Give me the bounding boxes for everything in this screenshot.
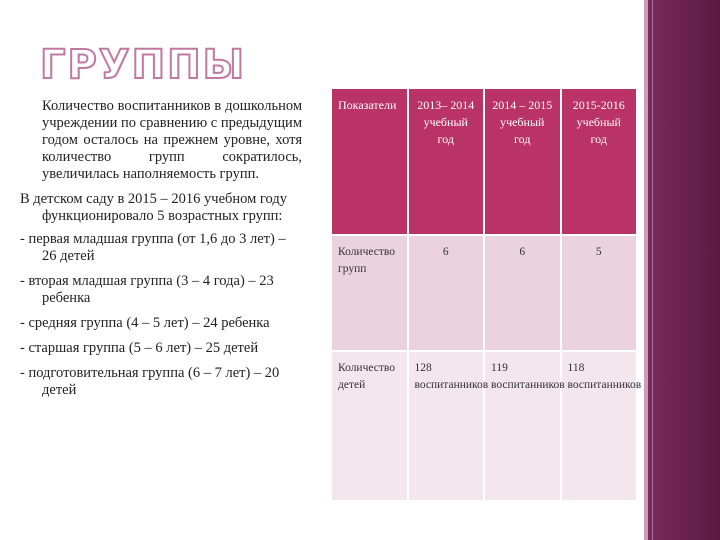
header-cell: Показатели (332, 89, 407, 234)
table-row (332, 236, 636, 350)
table-cell: 5 (562, 236, 637, 350)
table-cell: 6 (409, 236, 484, 350)
table-cell: 118 воспитанников (562, 352, 637, 500)
list-item: - первая младшая группа (от 1,6 до 3 лет) – 26 детей (20, 231, 286, 264)
header-cell: 2013– 2014 учебный год (409, 89, 484, 234)
header-cell: 2014 – 2015 учебный год (485, 89, 560, 234)
decorative-side-band (644, 0, 720, 540)
statistics-table-panel (330, 87, 642, 502)
table-cell: 119 воспитанников (485, 352, 560, 500)
list-item: - средняя группа (4 – 5 лет) – 24 ребенка (20, 315, 270, 331)
table-cell: 128 воспитанников (409, 352, 484, 500)
list-item: - старшая группа (5 – 6 лет) – 25 детей (20, 340, 259, 356)
table-row (332, 352, 636, 500)
row-label: Количество групп (332, 236, 407, 350)
text-column (20, 98, 302, 399)
header-cell: 2015-2016 учебный год (562, 89, 637, 234)
slide-title: ГРУППЫ (40, 42, 247, 88)
row-label: Количество детей (332, 352, 407, 500)
table-header-row (332, 89, 636, 234)
statistics-table (330, 87, 642, 502)
table-cell: 6 (485, 236, 560, 350)
list-item: - вторая младшая группа (3 – 4 года) – 23 ребенка (20, 273, 274, 306)
groups-paragraph: В детском саду в 2015 – 2016 учебном году функционировало 5 возрастных групп: (20, 191, 287, 224)
intro-paragraph: Количество воспитанников в дошкольном учреждении по сравнению с предыдущим годом осталось на прежнем уровне, хотя количество групп сократилось, увеличилась наполняемость групп. (42, 98, 302, 182)
list-item: - подготовительная группа (6 – 7 лет) – 20 детей (20, 365, 280, 398)
